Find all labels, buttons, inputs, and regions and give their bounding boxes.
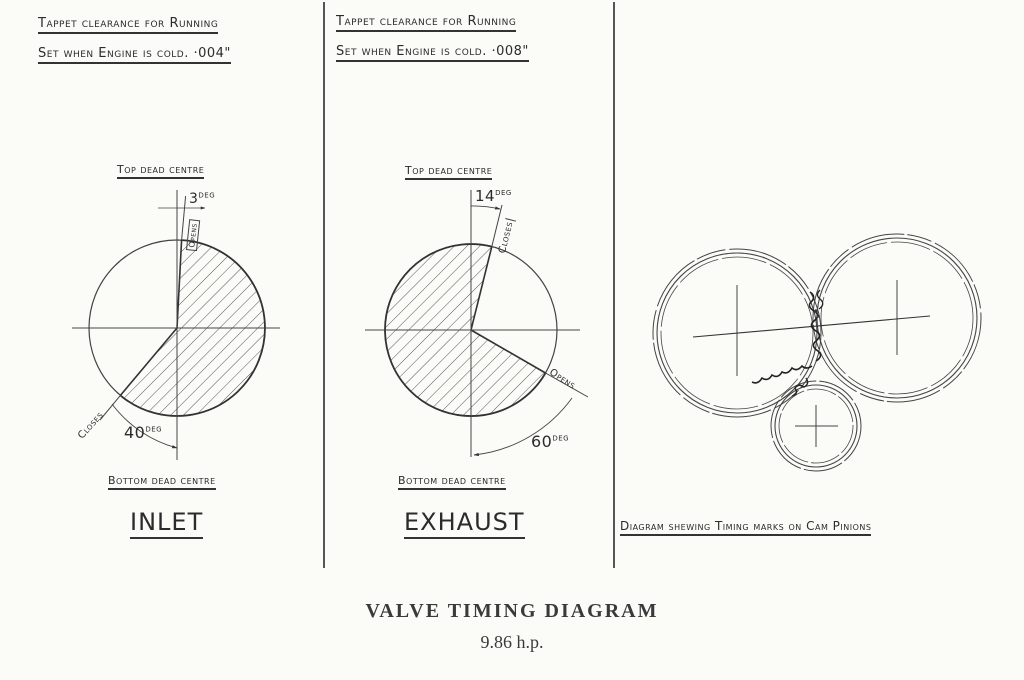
inlet-closes-label: Closes (76, 409, 106, 442)
inlet-closes-angle: $40^{DEG}$ (124, 423, 163, 442)
inlet-opens-label: Opens (186, 220, 200, 251)
figure-title: VALVE TIMING DIAGRAM (365, 600, 659, 622)
exhaust-top-dead-centre-label: Top dead centre (405, 164, 492, 180)
inlet-top-dead-centre-label: Top dead centre (117, 163, 204, 179)
crankshaft-pinion (771, 381, 861, 471)
exhaust-header-clearance: Tappet clearance for Running (336, 14, 516, 32)
exhaust-timing-circle (365, 190, 588, 457)
inlet-bottom-dead-centre-label: Bottom dead centre (108, 474, 216, 490)
exhaust-opens-label: Opens (547, 367, 578, 392)
inlet-header-clearance: Tappet clearance for Running (38, 16, 218, 34)
right-cam-pinion (813, 234, 981, 402)
exhaust-bottom-dead-centre-label: Bottom dead centre (398, 474, 506, 490)
exhaust-closes-label: Closes (497, 218, 516, 255)
exhaust-header-set-cold: Set when Engine is cold. ·008" (336, 44, 529, 62)
cam-pinions-caption: Diagram shewing Timing marks on Cam Pinions (620, 519, 871, 536)
figure-subtitle: 9.86 h.p. (480, 632, 544, 652)
inlet-opens-angle: $3^{DEG}$ (189, 191, 216, 207)
exhaust-title: EXHAUST (404, 508, 525, 539)
exhaust-opens-angle: $60^{DEG}$ (531, 432, 570, 451)
inlet-header-set-cold: Set when Engine is cold. ·004" (38, 46, 231, 64)
exhaust-closes-angle: $14^{DEG}$ (475, 187, 512, 205)
inlet-title: INLET (130, 508, 203, 539)
cam-pinions-diagram (653, 234, 981, 471)
